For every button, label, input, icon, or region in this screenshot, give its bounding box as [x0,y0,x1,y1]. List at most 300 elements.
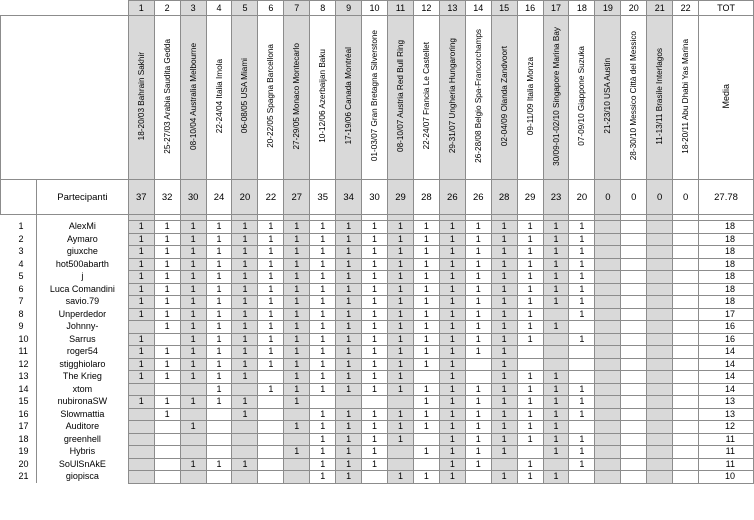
attendance-cell [595,346,621,359]
attendance-cell [128,321,154,334]
race-number-13: 13 [439,1,465,16]
attendance-cell [621,321,647,334]
attendance-cell [647,371,673,384]
attendance-cell: 1 [439,421,465,434]
attendance-cell: 1 [154,258,180,271]
attendance-cell: 1 [154,396,180,409]
participants-count-7: 27 [284,180,310,215]
attendance-cell [206,446,232,459]
attendance-cell: 1 [284,296,310,309]
attendance-cell: 1 [413,333,439,346]
player-total: 16 [699,333,754,346]
attendance-cell: 1 [439,246,465,259]
attendance-cell [388,458,414,471]
attendance-cell: 1 [362,421,388,434]
attendance-cell: 1 [284,383,310,396]
attendance-cell: 1 [206,233,232,246]
attendance-cell: 1 [517,396,543,409]
attendance-cell [413,433,439,446]
attendance-cell [673,308,699,321]
attendance-cell: 1 [232,283,258,296]
attendance-cell: 1 [180,346,206,359]
row-rank: 16 [18,408,29,419]
attendance-cell [232,383,258,396]
attendance-cell: 1 [413,296,439,309]
participants-blank [1,180,37,215]
player-name: Johnny- [36,321,128,334]
attendance-cell: 1 [154,408,180,421]
race-name: 08-10/07 Austria Red Bull Ring [395,40,405,152]
attendance-cell [595,358,621,371]
attendance-cell [595,221,621,234]
attendance-cell [647,383,673,396]
player-name: Sarrus [36,333,128,346]
row-rank: 5 [18,271,24,282]
attendance-cell: 1 [465,233,491,246]
attendance-cell: 1 [569,258,595,271]
attendance-cell: 1 [543,246,569,259]
attendance-cell: 1 [439,258,465,271]
attendance-cell [673,333,699,346]
attendance-cell: 1 [491,296,517,309]
race-number-18: 18 [569,1,595,16]
attendance-cell [128,383,154,396]
attendance-cell: 1 [439,358,465,371]
attendance-cell: 1 [128,333,154,346]
attendance-cell [621,396,647,409]
race-name-cell-4 [206,16,232,180]
attendance-cell: 1 [206,346,232,359]
attendance-cell [543,358,569,371]
player-name: Auditore [36,421,128,434]
participants-count-4: 24 [206,180,232,215]
attendance-cell [647,433,673,446]
participants-row [1,180,754,215]
attendance-cell [647,283,673,296]
attendance-cell [128,458,154,471]
attendance-cell: 1 [517,308,543,321]
attendance-cell [621,308,647,321]
attendance-cell: 1 [491,221,517,234]
attendance-cell: 1 [362,458,388,471]
player-total: 18 [699,221,754,234]
media-header-cell [699,16,754,180]
attendance-cell: 1 [180,371,206,384]
attendance-cell: 1 [543,283,569,296]
attendance-cell: 1 [232,221,258,234]
attendance-cell [621,383,647,396]
race-number-17: 17 [543,1,569,16]
attendance-cell: 1 [413,471,439,484]
player-total: 14 [699,371,754,384]
attendance-cell: 1 [439,471,465,484]
race-number-10: 10 [362,1,388,16]
attendance-cell [595,371,621,384]
attendance-cell: 1 [128,358,154,371]
attendance-cell [647,408,673,421]
race-name-cell-20 [621,16,647,180]
attendance-cell: 1 [310,358,336,371]
attendance-cell: 1 [413,358,439,371]
participants-count-14: 26 [465,180,491,215]
attendance-cell [621,408,647,421]
attendance-cell: 1 [465,408,491,421]
attendance-cell [154,458,180,471]
attendance-cell: 1 [258,233,284,246]
attendance-cell [284,471,310,484]
attendance-cell: 1 [310,233,336,246]
attendance-cell [621,433,647,446]
attendance-cell [336,396,362,409]
table-row [1,358,754,371]
attendance-cell: 1 [569,308,595,321]
attendance-cell: 1 [569,396,595,409]
attendance-cell: 1 [465,333,491,346]
attendance-cell [621,271,647,284]
attendance-cell [673,296,699,309]
table-row [1,383,754,396]
race-name-cell-16 [517,16,543,180]
attendance-cell [647,358,673,371]
attendance-cell: 1 [154,283,180,296]
attendance-cell [517,358,543,371]
attendance-cell: 1 [517,283,543,296]
table-row [1,408,754,421]
attendance-cell [647,446,673,459]
attendance-cell [595,333,621,346]
attendance-cell: 1 [543,371,569,384]
attendance-cell: 1 [439,371,465,384]
attendance-cell: 1 [128,371,154,384]
attendance-cell [595,421,621,434]
attendance-cell: 1 [206,358,232,371]
player-name: The Krieg [36,371,128,384]
row-rank: 3 [18,246,24,257]
race-number-7: 7 [284,1,310,16]
attendance-cell: 1 [180,271,206,284]
attendance-cell: 1 [284,233,310,246]
participants-count-1: 37 [128,180,154,215]
attendance-cell [569,421,595,434]
attendance-cell [258,371,284,384]
participants-count-12: 28 [413,180,439,215]
participants-count-18: 20 [569,180,595,215]
participants-count-17: 23 [543,180,569,215]
attendance-cell: 1 [310,408,336,421]
attendance-cell: 1 [206,271,232,284]
attendance-cell: 1 [258,383,284,396]
attendance-cell: 1 [439,446,465,459]
attendance-cell: 1 [310,446,336,459]
attendance-cell: 1 [154,371,180,384]
player-total: 14 [699,346,754,359]
attendance-cell [491,458,517,471]
attendance-cell: 1 [336,258,362,271]
attendance-cell [621,333,647,346]
attendance-cell: 1 [517,321,543,334]
attendance-cell [647,346,673,359]
corner-blank [1,1,129,16]
attendance-cell [595,446,621,459]
attendance-cell: 1 [180,221,206,234]
attendance-cell: 1 [465,283,491,296]
attendance-cell: 1 [128,271,154,284]
attendance-cell [517,346,543,359]
attendance-cell [154,421,180,434]
race-number-9: 9 [336,1,362,16]
attendance-cell [673,471,699,484]
player-name: hot500abarth [36,258,128,271]
attendance-cell [595,396,621,409]
attendance-cell [673,408,699,421]
race-name: 11-13/11 Brasile Interlagos [655,47,665,145]
player-total: 11 [699,458,754,471]
attendance-cell: 1 [232,346,258,359]
attendance-cell [647,258,673,271]
attendance-cell: 1 [413,396,439,409]
attendance-cell: 1 [284,346,310,359]
table-row [1,333,754,346]
attendance-cell: 1 [180,421,206,434]
attendance-cell: 1 [232,271,258,284]
race-name-cell-14 [465,16,491,180]
attendance-cell: 1 [336,358,362,371]
attendance-cell: 1 [206,221,232,234]
attendance-cell [595,458,621,471]
attendance-cell: 1 [517,246,543,259]
attendance-cell: 1 [491,346,517,359]
attendance-cell: 1 [154,233,180,246]
race-number-2: 2 [154,1,180,16]
race-name: 18-20/11 Abu Dhabi Yas Marina [681,38,691,154]
attendance-cell: 1 [232,246,258,259]
attendance-cell: 1 [543,258,569,271]
attendance-cell: 1 [336,421,362,434]
attendance-cell: 1 [491,396,517,409]
race-number-8: 8 [310,1,336,16]
attendance-cell: 1 [258,246,284,259]
attendance-cell [232,421,258,434]
attendance-cell: 1 [491,271,517,284]
race-name: 01-03/07 Gran Bretagna Silverstone [370,30,380,162]
attendance-cell: 1 [491,308,517,321]
attendance-cell: 1 [232,296,258,309]
attendance-cell [595,308,621,321]
attendance-cell: 1 [388,358,414,371]
attendance-cell: 1 [543,471,569,484]
attendance-cell: 1 [336,246,362,259]
table-row [1,471,754,484]
attendance-cell: 1 [439,333,465,346]
attendance-cell: 1 [491,383,517,396]
attendance-cell: 1 [388,271,414,284]
race-name: 07-09/10 Giappone Suzuka [577,46,587,146]
attendance-cell: 1 [284,333,310,346]
attendance-cell: 1 [439,221,465,234]
attendance-cell: 1 [569,433,595,446]
attendance-cell: 1 [517,471,543,484]
player-total: 18 [699,271,754,284]
attendance-cell: 1 [258,308,284,321]
attendance-cell: 1 [465,258,491,271]
attendance-cell [413,371,439,384]
attendance-cell: 1 [413,346,439,359]
attendance-cell: 1 [465,433,491,446]
race-name: 02-04/09 Olanda Zandvoort [499,45,509,147]
row-rank: 1 [18,221,24,232]
attendance-cell [154,333,180,346]
participants-count-15: 28 [491,180,517,215]
attendance-cell: 1 [362,346,388,359]
row-rank: 15 [18,396,29,407]
attendance-cell: 1 [258,221,284,234]
player-total: 13 [699,408,754,421]
attendance-cell: 1 [413,258,439,271]
row-rank: 14 [18,383,29,394]
participants-label: Partecipanti [36,180,128,215]
attendance-cell: 1 [232,371,258,384]
player-total: 18 [699,296,754,309]
player-name: Luca Comandini [36,283,128,296]
attendance-cell: 1 [413,221,439,234]
attendance-cell: 1 [206,333,232,346]
attendance-cell: 1 [154,346,180,359]
player-total: 11 [699,433,754,446]
attendance-cell: 1 [258,358,284,371]
attendance-cell: 1 [388,283,414,296]
attendance-cell: 1 [336,321,362,334]
attendance-cell [673,221,699,234]
attendance-cell: 1 [310,321,336,334]
attendance-cell [647,246,673,259]
attendance-cell: 1 [439,408,465,421]
player-total: 18 [699,233,754,246]
race-name-cell-7 [284,16,310,180]
attendance-cell: 1 [232,258,258,271]
attendance-cell: 1 [206,246,232,259]
attendance-cell [595,271,621,284]
attendance-cell: 1 [362,383,388,396]
attendance-cell [128,446,154,459]
attendance-cell [465,471,491,484]
attendance-cell [673,433,699,446]
attendance-cell [232,471,258,484]
attendance-cell: 1 [258,333,284,346]
row-rank: 20 [18,458,29,469]
attendance-cell [258,446,284,459]
participants-count-3: 30 [180,180,206,215]
row-rank: 21 [18,471,29,482]
attendance-cell [673,458,699,471]
attendance-cell [595,296,621,309]
attendance-cell: 1 [154,308,180,321]
attendance-cell: 1 [258,283,284,296]
table-row [1,371,754,384]
attendance-cell: 1 [569,246,595,259]
race-name: 21-23/10 USA Austin [603,58,613,134]
attendance-cell: 1 [206,308,232,321]
race-name: 06-08/05 USA Miami [240,58,250,134]
player-total: 18 [699,246,754,259]
attendance-cell: 1 [336,333,362,346]
race-number-21: 21 [647,1,673,16]
attendance-cell: 1 [543,433,569,446]
attendance-cell [621,358,647,371]
attendance-cell: 1 [154,221,180,234]
attendance-cell [647,233,673,246]
attendance-cell: 1 [232,396,258,409]
attendance-cell: 1 [388,371,414,384]
attendance-cell [465,371,491,384]
attendance-cell: 1 [543,296,569,309]
race-name: 25-27/03 Arabia Saudita Gedda [162,38,172,154]
attendance-cell: 1 [336,458,362,471]
attendance-cell: 1 [336,371,362,384]
attendance-cell [673,283,699,296]
attendance-cell: 1 [310,346,336,359]
race-name: 17-19/06 Canada Montréal [344,47,354,145]
attendance-cell [647,308,673,321]
race-name-cell-2 [154,16,180,180]
table-row [1,271,754,284]
attendance-cell: 1 [180,458,206,471]
attendance-cell: 1 [439,321,465,334]
race-name-cell-13 [439,16,465,180]
attendance-cell: 1 [465,221,491,234]
attendance-cell: 1 [491,471,517,484]
attendance-cell: 1 [517,233,543,246]
attendance-cell: 1 [284,283,310,296]
attendance-cell: 1 [180,296,206,309]
table-row [1,321,754,334]
attendance-cell [388,446,414,459]
attendance-cell: 1 [465,246,491,259]
attendance-cell: 1 [543,221,569,234]
attendance-cell: 1 [310,283,336,296]
attendance-cell: 1 [154,296,180,309]
attendance-cell [258,458,284,471]
attendance-cell: 1 [491,446,517,459]
race-name-cell-1 [128,16,154,180]
attendance-cell: 1 [413,271,439,284]
attendance-cell: 1 [465,308,491,321]
attendance-cell: 1 [232,233,258,246]
attendance-cell: 1 [180,321,206,334]
attendance-cell: 1 [310,458,336,471]
attendance-cell: 1 [465,446,491,459]
race-name: 22-24/07 Francia Le Castellet [421,42,431,150]
attendance-cell: 1 [465,396,491,409]
player-name: nubironaSW [36,396,128,409]
row-rank: 9 [18,321,24,332]
attendance-cell [154,383,180,396]
attendance-cell [673,233,699,246]
attendance-cell [673,358,699,371]
attendance-cell: 1 [362,433,388,446]
race-number-19: 19 [595,1,621,16]
race-name-cell-6 [258,16,284,180]
attendance-cell [154,446,180,459]
attendance-cell: 1 [491,433,517,446]
attendance-cell [647,333,673,346]
race-name-cell-3 [180,16,206,180]
attendance-cell [621,233,647,246]
race-number-1: 1 [128,1,154,16]
attendance-cell [543,346,569,359]
attendance-cell: 1 [258,321,284,334]
row-rank: 13 [18,371,29,382]
attendance-cell [284,408,310,421]
